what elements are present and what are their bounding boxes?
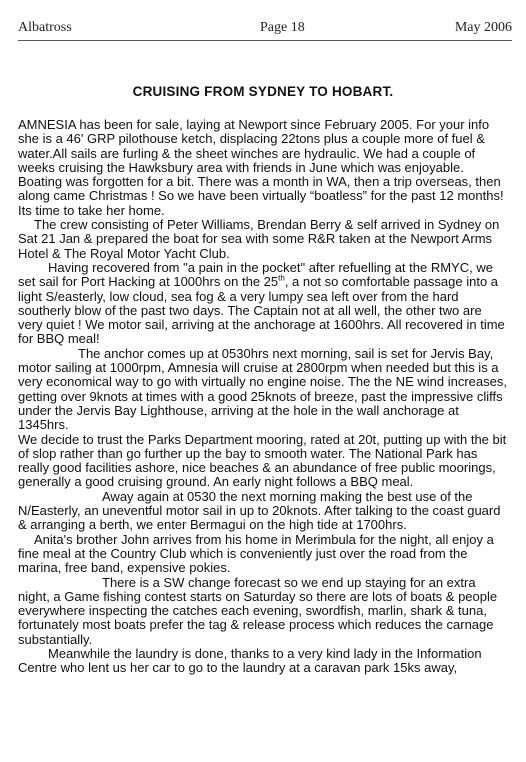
paragraph-7: Anita's brother John arrives from his home in Merimbula for the night, all enjoy a fine meal at the Country Club which is conveniently just over the road from the marina, free band, expensive pokies. (18, 531, 494, 576)
page-number: Page 18 (260, 20, 305, 35)
paragraph-8: There is a SW change forecast so we end up staying for an extra night, a Game fishing contest starts on Saturday so there are lots of boats & people everywhere inspecting the catches each evening, swordfish, marlin, shark & tuna, fortunately most boats prefer the tag & release process which reduces the carnage substantially. (18, 574, 498, 647)
paragraph-4: The anchor comes up at 0530hrs next morning, sail is set for Jervis Bay, motor sailing at 1000rpm, Amnesia will cruise at 2800rpm when needed but this is a very economical way to go with virtually no engine noise. The the NE wind increases, getting over 9knots at times with a good 25knots of breeze, past the impressive cliffs under the Jervis Bay Lighthouse, arriving at the hole in the wall anchorage at 1345hrs. (18, 345, 507, 433)
issue-date: May 2006 (454, 20, 512, 35)
paragraph-1: AMNESIA has been for sale, laying at Newport since February 2005. For your info she is a 46' GRP pilothouse ketch, displacing 22tons plus a couple more of fuel & water.All sails are furling & the sheet winches are hydraulic. We had a couple of weeks cruising the Hawksbury area with friends in June which was enjoyable. Boating was forgotten for a bit. There was a month in WA, then a trip overseas, then along came Christmas ! So we have been virtually “boatless” for the past 12 months! Its time to take her home. (18, 117, 504, 218)
article-body (18, 118, 508, 676)
paragraph-3-superscript: th (278, 273, 285, 283)
paragraph-2: The crew consisting of Peter Williams, Brendan Berry & self arrived in Sydney on Sat 21 Jan & prepared the boat for sea with some R&R taken at the Newport Arms Hotel & The Royal Motor Yacht Club. (18, 217, 500, 261)
article-title: CRUISING FROM SYDNEY TO HOBART. (132, 84, 394, 99)
paragraph-3 (18, 261, 508, 347)
paragraph-9: Meanwhile the laundry is done, thanks to a very kind lady in the Information Centre who lent us her car to go to the laundry at a caravan park 15ks away, (18, 645, 482, 676)
page-header (18, 18, 512, 41)
paragraph-5: We decide to trust the Parks Department mooring, rated at 20t, putting up with the bit of slop rather than go further up the bay to smooth water. The National Park has really good facilities ashore, nice beaches & an abundance of free public moorings, generally a good cruising ground. An early night follows a BBQ meal. (18, 431, 507, 490)
paragraph-3-text-b: , a not so comfortable passage into a light S/easterly, low cloud, sea fog & a very lumpy sea left over from the hard southerly blow of the past two days. The Captain not at all well, the other two are very quiet ! We motor sail, arriving at the anchorage at 1600hrs. All recovered in time for BBQ meal! (18, 274, 505, 347)
paragraph-6: Away again at 0530 the next morning making the best use of the N/Easterly, an uneventful motor sail in up to 20knots. After talking to the coast guard & arranging a berth, we enter Bermagui on the high tide at 1700hrs. (18, 488, 501, 533)
publication-name: Albatross (18, 20, 72, 35)
paragraph-3-text-a: Having recovered from "a pain in the pocket" after refuelling at the RMYC, we set sail for Port Hacking at 1000hrs on the 25 (18, 259, 493, 290)
